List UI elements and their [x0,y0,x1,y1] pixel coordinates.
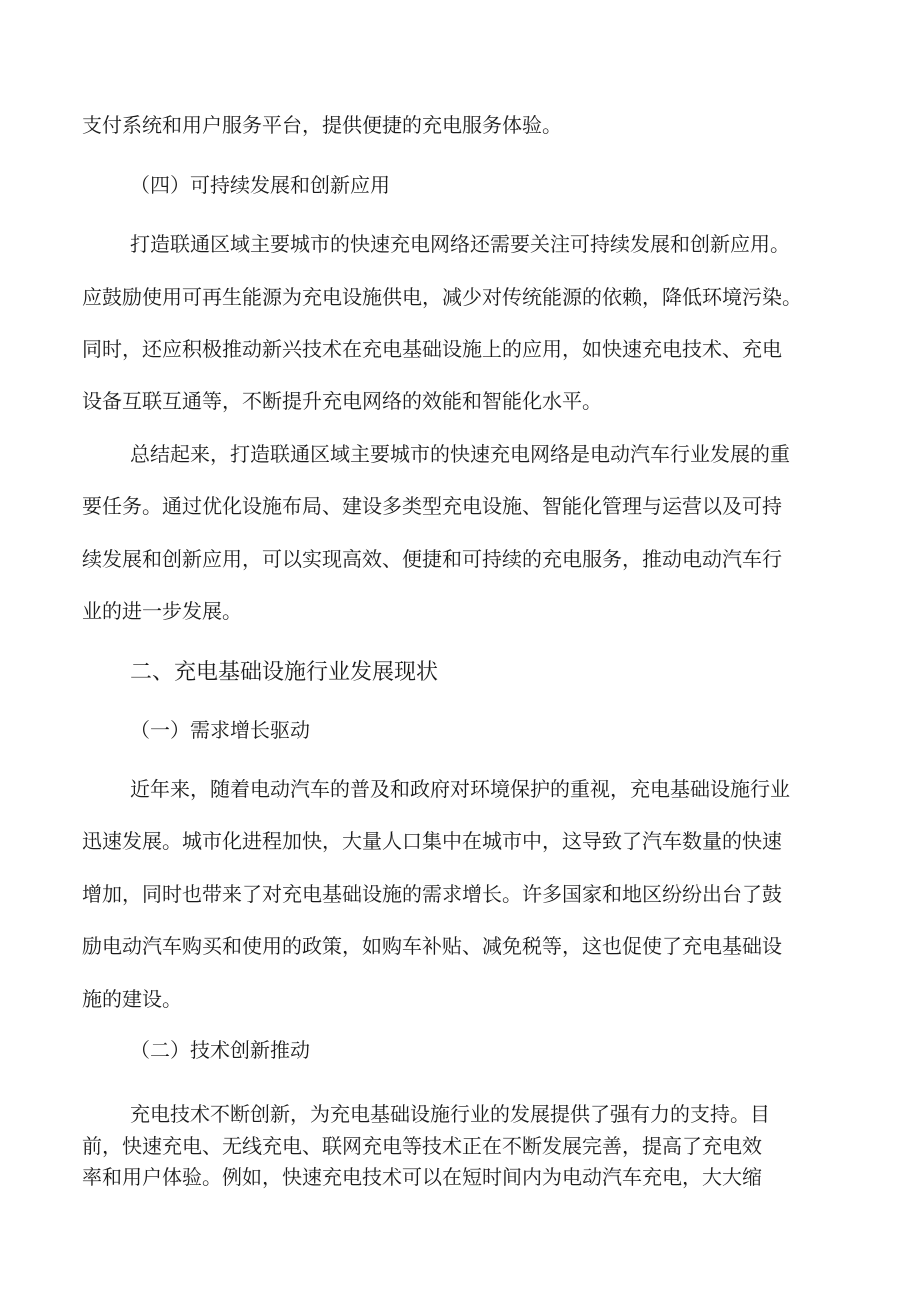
text-line: 总结起来，打造联通区域主要城市的快速充电网络是电动汽车行业发展的重 [130,442,790,466]
text-line: 前，快速充电、无线充电、联网充电等技术正在不断发展完善，提高了充电效 [82,1134,762,1158]
text-line: 充电技术不断创新，为充电基础设施行业的发展提供了强有力的支持。目 [130,1102,770,1126]
text-line: 迅速发展。城市化进程加快，大量人口集中在城市中，这导致了汽车数量的快速 [82,829,782,853]
text-line: 同时，还应积极推动新兴技术在充电基础设施上的应用，如快速充电技术、充电 [82,337,782,361]
text-line: 施的建设。 [82,987,182,1011]
subheading-technology-innovation: （二）技术创新推动 [130,1038,310,1062]
text-line: 率和用户体验。例如，快速充电技术可以在短时间内为电动汽车充电，大大缩 [82,1165,762,1189]
text-line: 支付系统和用户服务平台，提供便捷的充电服务体验。 [82,113,562,137]
text-line: 打造联通区域主要城市的快速充电网络还需要关注可持续发展和创新应用。 [130,232,790,256]
text-line: 近年来，随着电动汽车的普及和政府对环境保护的重视，充电基础设施行业 [130,777,790,801]
text-line: 业的进一步发展。 [82,599,242,623]
text-line: 应鼓励使用可再生能源为充电设施供电，减少对传统能源的依赖，降低环境污染。 [82,285,802,309]
text-line: 增加，同时也带来了对充电基础设施的需求增长。许多国家和地区纷纷出台了鼓 [82,882,782,906]
text-line: 续发展和创新应用，可以实现高效、便捷和可持续的充电服务，推动电动汽车行 [82,547,782,571]
text-line: 要任务。通过优化设施布局、建设多类型充电设施、智能化管理与运营以及可持 [82,494,782,518]
text-line: 设备互联互通等，不断提升充电网络的效能和智能化水平。 [82,389,602,413]
subheading-sustainable-innovation: （四）可持续发展和创新应用 [130,173,390,197]
section-heading-industry-status: 二、充电基础设施行业发展现状 [130,660,439,685]
text-line: 励电动汽车购买和使用的政策，如购车补贴、减免税等，这也促使了充电基础设 [82,934,782,958]
subheading-demand-growth: （一）需求增长驱动 [130,718,310,742]
